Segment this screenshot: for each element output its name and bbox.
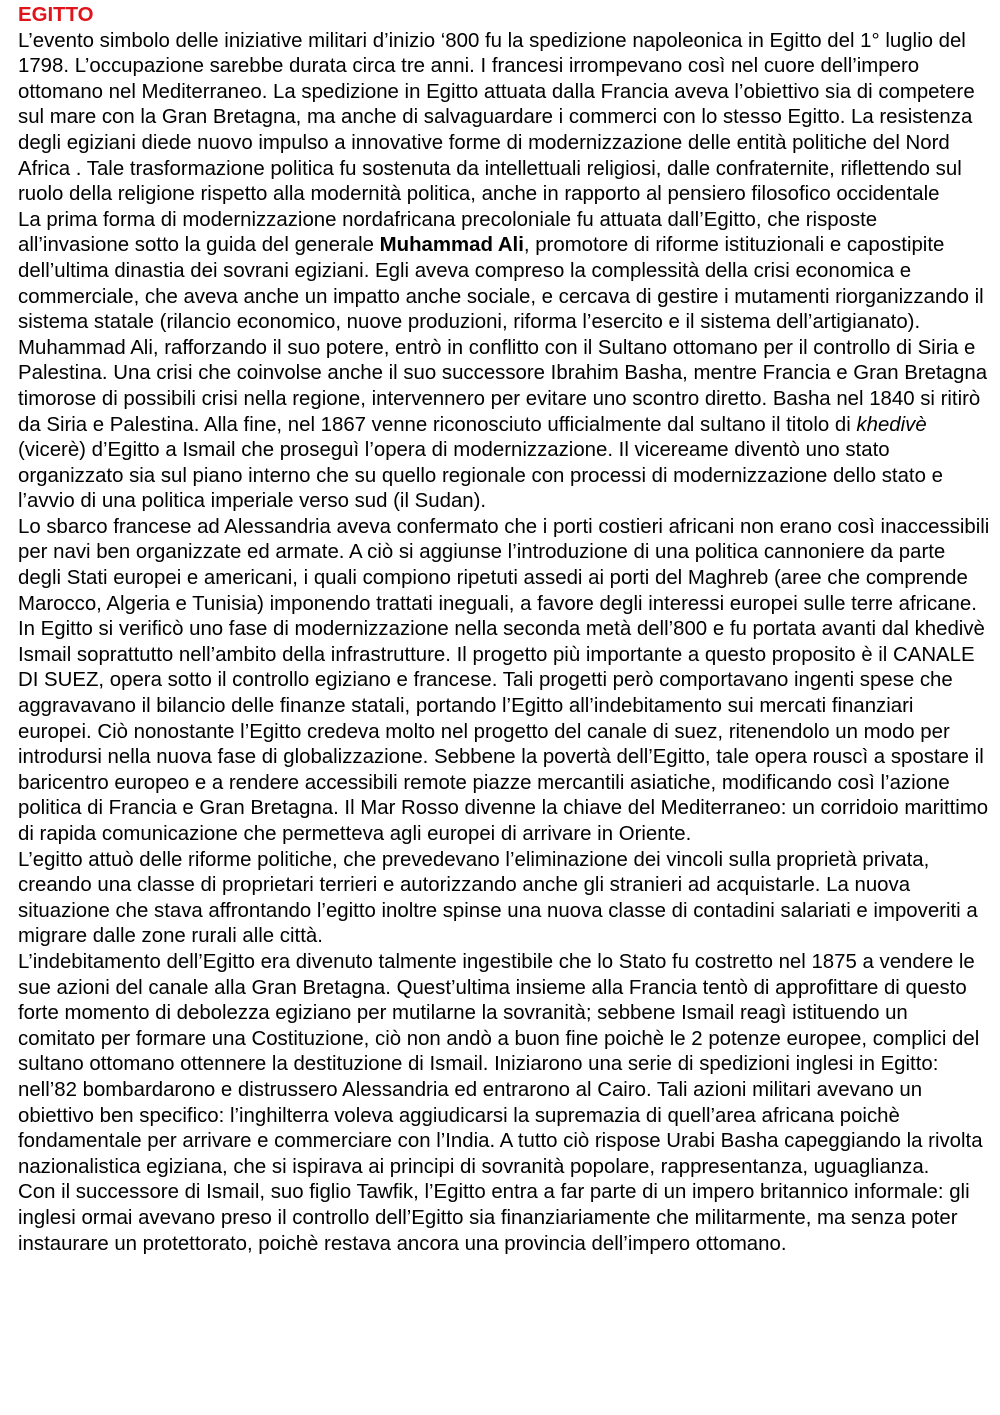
paragraph-political-reforms: L’egitto attuò delle riforme politiche, che prevedevano l’eliminazione dei vincoli sulla proprietà privata, creando una classe di proprietari terrieri e autorizzando anche gli stranieri ad acquistarle. La nuova situazione che stava affrontando l’egitto inoltre spinse una nuova classe di contadini salariati e impoveriti a migrare dalle zone rurali alle città.	[18, 848, 978, 948]
paragraph-text: (vicerè) d’Egitto a Ismail che proseguì l’opera di modernizzazione. Il vicereame diventò uno stato organizzato sia sul piano interno che su quello regionale con processi di modernizzazione dello stato e l’avvio di una politica imperiale verso sud (il Sudan).	[18, 439, 943, 513]
italic-term-khedive: khedivè	[856, 413, 927, 436]
paragraph-suez-canal: In Egitto si verificò uno fase di modernizzazione nella seconda metà dell’800 e fu portata avanti dal khedivè Ismail soprattutto nell’ambito della infrastrutture. Il progetto più importante a questo proposito è il CANALE DI SUEZ, opera sotto il controllo egiziano e francese. Tali progetti però comportavano ingenti spese che aggravavano il bilancio delle finanze statali, portando l’Egitto all’indebitamento sui mercati finanziari europei. Ciò nonostante l’Egitto credeva molto nel progetto del canale di suez, ritenendolo un modo per introdursi nella nuova fase di globalizzazione. Sebbene la povertà dell’Egitto, tale opera rouscì a spostare il baricentro europeo e a rendere accessibili remote piazze mercantili asiatiche, modificando così l’azione politica di Francia e Gran Bretagna. Il Mar Rosso divenne la chiave del Mediterraneo: un corridoio marittimo di rapida comunicazione che permetteva agli europei di arrivare in Oriente.	[18, 618, 989, 845]
paragraph-text: La prima forma di modernizzazione nordafricana precoloniale fu attuata dall’Egitto, che risposte all’invasione sotto la guida del generale	[18, 208, 878, 257]
paragraph-tawfik: Con il successore di Ismail, suo figlio Tawfik, l’Egitto entra a far parte di un impero britannico informale: gli inglesi ormai avevano preso il controllo dell’Egitto sia finanziariamente che militarmente, ma senza poter instaurare un protettorato, poichè restava ancora una provincia dell’impero ottomano.	[18, 1181, 970, 1255]
document-title: EGITTO	[18, 4, 94, 26]
paragraph-muhammad-ali	[18, 208, 990, 515]
bold-name-muhammad-ali: Muhammad Ali	[379, 234, 524, 257]
paragraph-napoleonic-expedition: L’evento simbolo delle iniziative militari d’inizio ‘800 fu la spedizione napoleonica in Egitto del 1° luglio del 1798. L’occupazione sarebbe durata circa tre anni. I francesi irrompevano così nel cuore dell’impero ottomano nel Mediterraneo. La spedizione in Egitto attuata dalla Francia aveva l’obiettivo sia di competere sul mare con la Gran Bretagna, ma anche di salvaguardare i commerci con lo stesso Egitto. La resistenza degli egiziani diede nuovo impulso a innovative forme di modernizzazione delle entità politiche del Nord Africa . Tale trasformazione politica fu sostenuta da intellettuali religiosi, dalle confraternite, riflettendo sul ruolo della religione rispetto alla modernità politica, anche in rapporto al pensiero filosofico occidentale	[18, 29, 975, 206]
paragraph-alessandria-landing: Lo sbarco francese ad Alessandria aveva confermato che i porti costieri africani non erano così inaccessibili per navi ben organizzate ed armate. A ciò si aggiunse l’introduzione di una politica cannoniere da parte degli Stati europei e americani, i quali compiono ripetuti assedi ai porti del Maghreb (aree che comprende Marocco, Algeria e Tunisia) imponendo trattati ineguali, a favore degli interessi europei sulle terre africane.	[18, 515, 990, 615]
paragraph-indebtedness: L’indebitamento dell’Egitto era divenuto talmente ingestibile che lo Stato fu costretto nel 1875 a vendere le sue azioni del canale alla Gran Bretagna. Quest’ultima insieme alla Francia tentò di approfittare di questo forte momento di debolezza egiziano per mutilarne la sovranità; sebbene Ismail reagì istituendo un comitato per formare una Costituzione, ciò non andò a buon fine poichè le 2 potenze europee, complici del sultano ottomano ottennere la destituzione di Ismail. Iniziarono una serie di spedizioni inglesi in Egitto: nell’82 bombardarono e distrussero Alessandria ed entrarono al Cairo. Tali azioni militari avevano un obiettivo ben specifico: l’inghilterra voleva aggiudicarsi la supremazia di quell’area africana poichè fondamentale per arrivare e commerciare con l’India. A tutto ciò rispose Urabi Basha capeggiando la rivolta nazionalistica egiziana, che si ispirava ai principi di sovranità popolare, rappresentanza, uguaglianza.	[18, 950, 983, 1178]
paragraph-text: , promotore di riforme istituzionali e capostipite dell’ultima dinastia dei sovrani egiziani. Egli aveva compreso la complessità della crisi economica e commerciale, che aveva anche un impatto anche sociale, e cercava di gestire i mutamenti riorganizzando il sistema statale (rilancio economico, nuove produzioni, riforma l’esercito e il sistema dell’artigianato). Muhammad Ali, rafforzando il suo potere, entrò in conflitto con il Sultano ottomano per il controllo di Siria e Palestina. Una crisi che coinvolse anche il suo successore Ibrahim Basha, mentre Francia e Gran Bretagna timorose di possibili crisi nella regione, intervennero per evitare uno scontro diretto. Basha nel 1840 si ritirò da Siria e Palestina. Alla fine, nel 1867 venne riconosciuto ufficialmente dal sultano il titolo di	[18, 234, 988, 436]
